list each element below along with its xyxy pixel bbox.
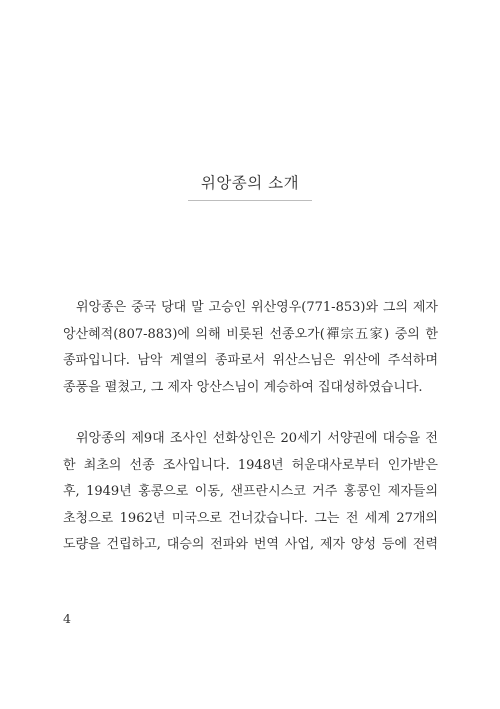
text-line: 종파입니다. 남악 계열의 종파로서 위산스님은 위산에 주석하며: [63, 353, 438, 368]
chapter-title: 위앙종의 소개: [200, 174, 300, 192]
paragraph-2: [63, 426, 438, 559]
text-line: 한 최초의 선종 조사입니다. 1948년 허운대사로부터 인가받은: [63, 457, 438, 473]
text-line: 초청으로 1962년 미국으로 건너갔습니다. 그는 전 세계 27개의: [63, 510, 438, 526]
page-number: 4: [63, 611, 71, 626]
text-line: 위앙종의 제9대 조사인 선화상인은 20세기 서양권에 대승을 전: [76, 431, 438, 446]
text-line: 위앙종은 중국 당대 말 고승인 위산영우(771-853)와 그의 제자: [76, 300, 438, 315]
paragraph-1: [63, 295, 438, 401]
text-line: 앙산혜적(807-883)에 의해 비롯된 선종오가(禪宗五家) 중의 한: [63, 326, 438, 342]
text-line: 종풍을 펼쳤고, 그 제자 앙산스님이 계승하여 집대성하였습니다.: [63, 379, 423, 395]
text-line: 도량을 건립하고, 대승의 전파와 번역 사업, 제자 양성 등에 전력: [63, 537, 438, 552]
text-line: 후, 1949년 홍콩으로 이동, 샌프란시스코 거주 홍콩인 제자들의: [63, 484, 438, 499]
title-divider: [188, 200, 312, 201]
